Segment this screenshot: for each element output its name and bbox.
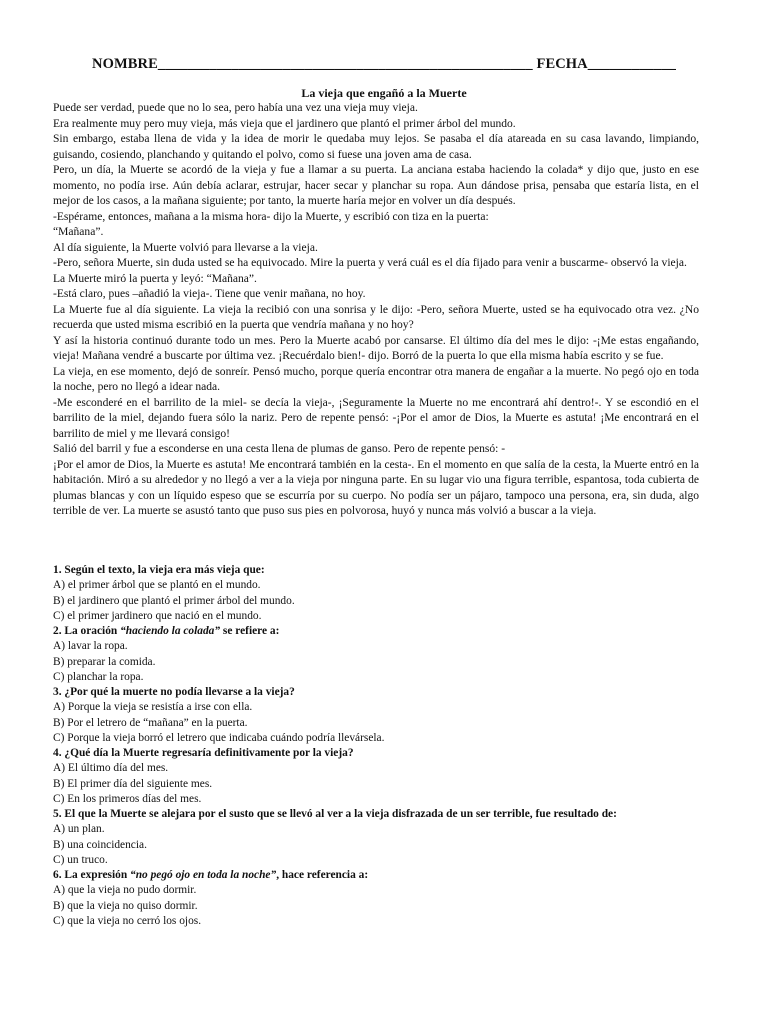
- answer-option: A) Porque la vieja se resistía a irse con ella.: [53, 701, 253, 714]
- story-paragraph: Era realmente muy pero muy vieja, más vieja que el jardinero que plantó el primer árbol del mundo.: [53, 117, 516, 130]
- answer-option: C) Porque la vieja borró el letrero que indicaba cuándo podría llevársela.: [53, 731, 385, 744]
- question-prompt: 2. La oración “haciendo la colada” se refiere a:: [53, 625, 280, 637]
- answer-option: A) que la vieja no pudo dormir.: [53, 884, 197, 897]
- quiz-section: [53, 563, 713, 929]
- question-4: [53, 746, 713, 807]
- answer-option: C) planchar la ropa.: [53, 670, 144, 683]
- answer-option: A) un plan.: [53, 823, 105, 836]
- story-paragraph: Al día siguiente, la Muerte volvió para llevarse a la vieja.: [53, 241, 318, 254]
- story-paragraph: Salió del barril y fue a esconderse en una cesta llena de plumas de ganso. Pero de repente pensó: -: [53, 443, 506, 455]
- story-paragraph: -Pero, señora Muerte, sin duda usted se ha equivocado. Mire la puerta y verá cuál es el día fijado para venir a buscarme- observó la vieja.: [53, 257, 687, 269]
- story-paragraph: -Me esconderé en el barrilito de la miel- se decía la vieja-, ¡Seguramente la Muerte no me encontrará ahí dentro!-. Y se escondió en el barrilito de la miel, dejando fuera sólo la nariz. Pero de repente pensó: -¡Por el amor de Dios, la Muerte es astuta! ¡Me encontrará en el barrilito de miel y me llevará consigo!: [53, 396, 699, 440]
- answer-option: A) el primer árbol que se plantó en el mundo.: [53, 579, 261, 592]
- question-2: [53, 624, 713, 685]
- story-paragraph: La Muerte miró la puerta y leyó: “Mañana”.: [53, 272, 257, 285]
- question-prompt: 6. La expresión “no pegó ojo en toda la noche”, hace referencia a:: [53, 869, 369, 881]
- question-prompt: 4. ¿Qué día la Muerte regresaría definitivamente por la vieja?: [53, 747, 354, 759]
- answer-option: B) que la vieja no quiso dormir.: [53, 899, 198, 912]
- story-text: [53, 101, 699, 520]
- answer-option: B) Por el letrero de “mañana” en la puerta.: [53, 716, 248, 729]
- story-paragraph: La vieja, en ese momento, dejó de sonreír. Pensó mucho, porque quería encontrar otra manera de engañar a la muerte. No pegó ojo en toda la noche, pero no llegó a idear nada.: [53, 365, 699, 393]
- story-paragraph: -Está claro, pues –añadió la vieja-. Tiene que venir mañana, no hoy.: [53, 288, 366, 300]
- story-paragraph: Pero, un día, la Muerte se acordó de la vieja y fue a llamar a su puerta. La anciana estaba haciendo la colada* y dijo que, justo en ese momento, no podía irse. Aún debía aclarar, estrujar, hacer secar y planchar su ropa. Aun dándose prisa, pensaba que estaría lista, en el mejor de los casos, a la mañana siguiente; por tanto, la muerte haría mejor en volver un día después.: [53, 164, 699, 207]
- answer-option: C) que la vieja no cerró los ojos.: [53, 914, 202, 927]
- question-3: [53, 685, 713, 746]
- answer-option: B) El primer día del siguiente mes.: [53, 777, 213, 790]
- story-paragraph: Sin embargo, estaba llena de vida y la idea de morir le quedaba muy lejos. Se pasaba el día atareada en su casa lavando, limpiando, guisando, cosiendo, planchando y quitando el polvo, como si fuese una joven ama de casa.: [53, 133, 699, 161]
- story-paragraph: ¡Por el amor de Dios, la Muerte es astuta! Me encontrará también en la cesta-. En el momento en que salía de la cesta, la Muerte entró en la habitación. Miró a su alrededor y no llegó a ver a la vieja por ninguna parte. En su lugar vio una figura terrible, espantosa, toda cubierta de plumas blancas y con un líquido espeso que se escurría por su cuerpo. No podía ser un pájaro, tampoco una persona, era, sin duda, algo terrible de ver. La muerte se asustó tanto que puso sus pies en polvorosa, huyó y nunca más volvió a buscar a la vieja.: [53, 458, 699, 517]
- question-5: [53, 807, 713, 868]
- story-paragraph: “Mañana”.: [53, 226, 104, 238]
- answer-option: B) el jardinero que plantó el primer árbol del mundo.: [53, 594, 295, 607]
- question-6: [53, 868, 713, 929]
- worksheet-header: [0, 56, 768, 73]
- question-1: [53, 563, 713, 624]
- answer-option: B) una coincidencia.: [53, 838, 147, 851]
- story-paragraph: Y así la historia continuó durante todo un mes. Pero la Muerte acabó por cansarse. El último día del mes le dijo: -¡Me estas engañando, vieja! Mañana vendré a buscarte por última vez. ¡Recuérdalo bien!- dijo. Borró de la puerta lo que ella misma había escrito y se fue.: [53, 334, 699, 362]
- story-paragraph: Puede ser verdad, puede que no lo sea, pero había una vez una vieja muy vieja.: [53, 102, 418, 114]
- story-paragraph: -Espérame, entonces, mañana a la misma hora- dijo la Muerte, y escribió con tiza en la puerta:: [53, 210, 489, 223]
- answer-option: B) preparar la comida.: [53, 655, 156, 668]
- answer-option: C) un truco.: [53, 853, 108, 866]
- question-prompt: 1. Según el texto, la vieja era más vieja que:: [53, 564, 265, 576]
- answer-option: A) lavar la ropa.: [53, 640, 128, 653]
- question-prompt: 5. El que la Muerte se alejara por el susto que se llevó al ver a la vieja disfrazada de un ser terrible, fue resultado de:: [53, 808, 617, 820]
- answer-option: C) el primer jardinero que nació en el mundo.: [53, 609, 262, 622]
- story-title: La vieja que engañó a la Muerte: [301, 86, 467, 100]
- date-blank-line: ____________: [587, 56, 676, 72]
- question-prompt: 3. ¿Por qué la muerte no podía llevarse a la vieja?: [53, 686, 295, 698]
- date-label: FECHA: [536, 56, 588, 72]
- story-paragraph: La Muerte fue al día siguiente. La vieja la recibió con una sonrisa y le dijo: -Pero, señora Muerte, usted se ha equivocado otra vez. ¿No recuerda que usted misma escribió en la puerta que vendría mañana y no hoy?: [53, 303, 699, 331]
- name-label: NOMBRE: [92, 56, 158, 72]
- answer-option: A) El último día del mes.: [53, 762, 169, 775]
- name-blank-line: ___________________________________________________: [157, 56, 533, 72]
- answer-option: C) En los primeros días del mes.: [53, 792, 202, 805]
